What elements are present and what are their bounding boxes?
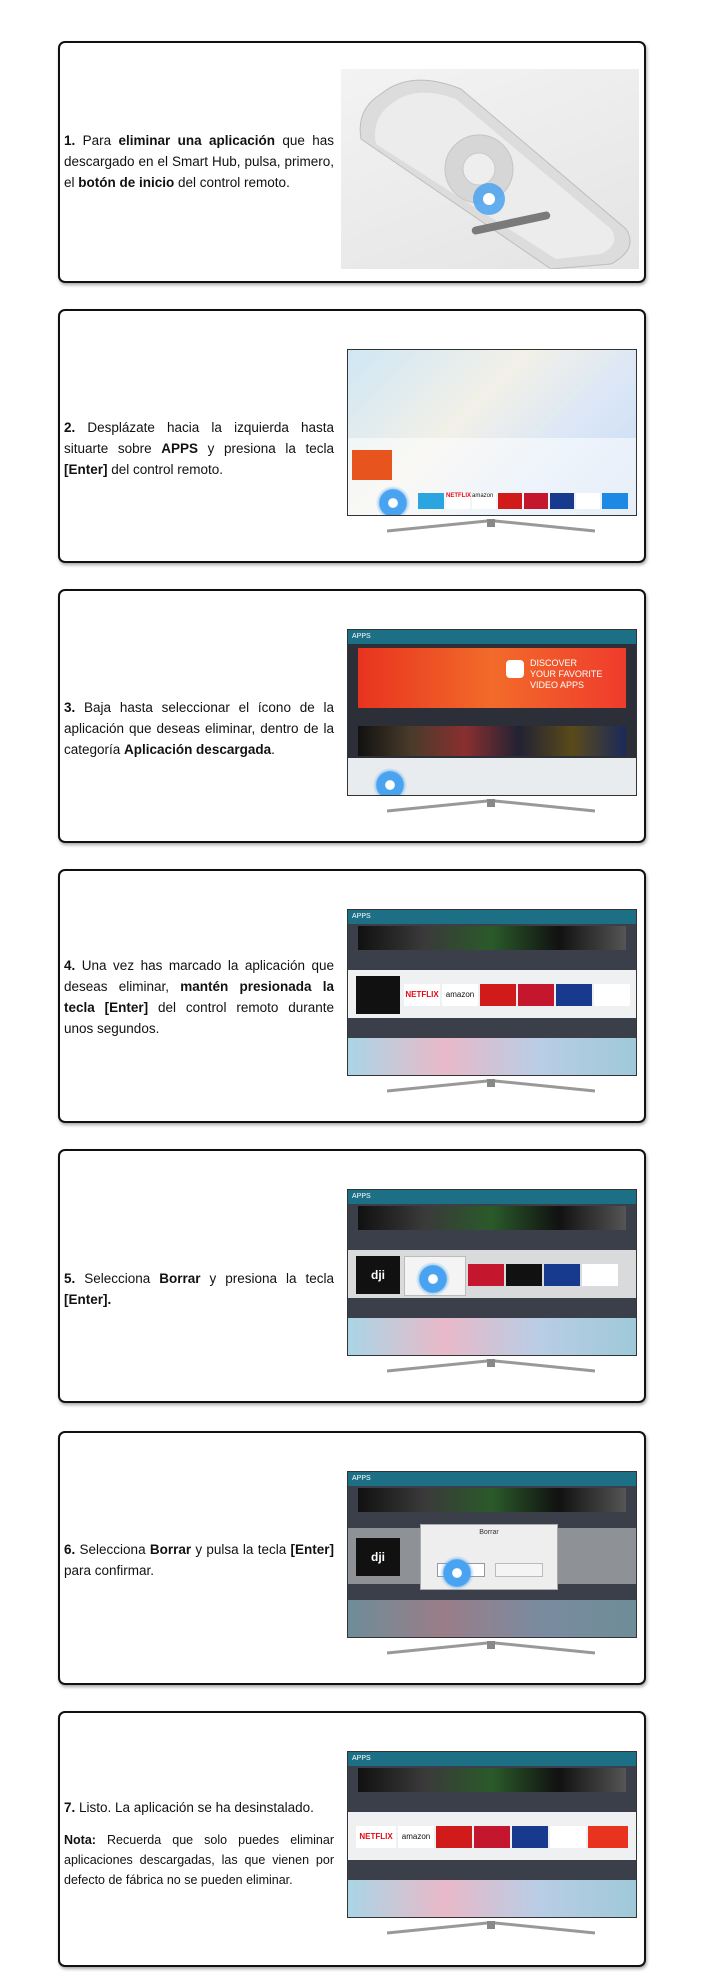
tv-stand: [387, 1641, 595, 1655]
tv-stand: [387, 519, 595, 533]
step-emphasis: [Enter].: [64, 1292, 112, 1307]
step-emphasis: eliminar una aplicación: [118, 133, 275, 148]
tv-screenshot-6: [347, 1471, 637, 1656]
step-card-1: [58, 41, 646, 283]
amazon-tile: amazon: [398, 1826, 434, 1848]
step-emphasis: APPS: [161, 441, 199, 456]
tv-screenshot-4: [347, 909, 637, 1094]
banner-line-2: YOUR FAVORITE: [530, 669, 603, 679]
apps-header: APPS: [348, 910, 637, 924]
tv-stand: [387, 1079, 595, 1093]
step-text-7: [64, 1797, 334, 1890]
step-text-1: [64, 130, 334, 193]
step-text-2: [64, 417, 334, 480]
note-text: Recuerda que solo puedes eliminar aplicaciones descargadas, las que vienen por defecto de fábrica no se pueden eliminar.: [64, 1833, 334, 1887]
remote-photo: [341, 69, 639, 269]
banner-line-1: DISCOVER: [530, 658, 578, 668]
step-card-2: [58, 309, 646, 563]
step-number: 3.: [64, 700, 76, 715]
note-paragraph: [64, 1830, 334, 1890]
tv-stand: [387, 1359, 595, 1373]
step-emphasis: [Enter]: [290, 1542, 334, 1557]
step-emphasis: Borrar: [149, 1542, 192, 1557]
step-card-4: [58, 869, 646, 1123]
step-text-6: [64, 1539, 334, 1581]
step-text-run: del control remoto durante unos segundos.: [64, 1000, 334, 1036]
step-number: 1.: [64, 133, 76, 148]
step-text-run: para confirmar.: [64, 1563, 155, 1578]
step-emphasis: Borrar: [159, 1271, 201, 1286]
step-text-4: [64, 955, 334, 1039]
step-card-3: [58, 589, 646, 843]
step-card-5: [58, 1149, 646, 1403]
dji-tile: dji: [356, 1256, 400, 1294]
dialog-title: Borrar: [479, 1529, 499, 1536]
step-text-5: [64, 1268, 334, 1310]
tap-indicator: [440, 1556, 474, 1590]
step-text-run: Baja hasta seleccionar el ícono de la aplicación que deseas eliminar, dentro de la categoría: [64, 700, 334, 757]
step-number: 2.: [64, 420, 76, 435]
tv-screenshot-7: [347, 1751, 637, 1936]
step-text-run: Desplázate hacia la izquierda hasta situarte sobre: [64, 420, 334, 456]
step-text-run: Listo. La aplicación se ha desinstalado.: [75, 1800, 314, 1815]
netflix-tile: NETFLIX: [356, 1826, 396, 1848]
step-7-line: [64, 1797, 334, 1818]
step-text-run: y presiona la tecla: [200, 1271, 334, 1286]
amazon-tile: amazon: [442, 984, 478, 1006]
step-text-run: Una vez has marcado la aplicación que deseas eliminar,: [64, 958, 334, 994]
step-text-run: que has descargado en el Smart Hub, pulsa, primero, el: [64, 133, 334, 190]
step-text-run: Selecciona: [75, 1271, 160, 1286]
step-emphasis: [Enter]: [64, 462, 108, 477]
step-text-run: del control remoto.: [107, 462, 224, 477]
step-number: 5.: [64, 1271, 76, 1286]
tv-screenshot-5: [347, 1189, 637, 1374]
step-text-run: y pulsa la tecla: [191, 1542, 291, 1557]
tap-indicator: [376, 486, 410, 516]
step-number: 4.: [64, 958, 76, 973]
note-label: Nota:: [64, 1833, 96, 1847]
step-text-run: y presiona la tecla: [198, 441, 335, 456]
tv-stand: [387, 1921, 595, 1935]
tv-screenshot-3: [347, 629, 637, 814]
step-text-3: [64, 697, 334, 760]
apps-header: APPS: [348, 1472, 637, 1486]
remote-illustration: [341, 69, 639, 269]
banner-line-3: VIDEO APPS: [530, 680, 585, 690]
step-emphasis: mantén presionada la tecla [Enter]: [64, 979, 334, 1015]
dji-tile: dji: [356, 1538, 400, 1576]
netflix-tile: NETFLIX: [446, 493, 470, 509]
tap-indicator: [373, 768, 407, 796]
amazon-tile: amazon: [472, 493, 496, 509]
tap-indicator: [416, 1262, 450, 1296]
tv-stand: [387, 799, 595, 813]
step-number: 6.: [64, 1542, 76, 1557]
tv-screenshot-2: [347, 349, 637, 534]
apps-header: APPS: [348, 630, 637, 644]
apps-header: APPS: [348, 1190, 637, 1204]
step-card-6: [58, 1431, 646, 1685]
step-card-7: [58, 1711, 646, 1967]
step-emphasis: Aplicación descargada: [124, 742, 272, 757]
step-text-run: del control remoto.: [174, 175, 290, 190]
netflix-tile: NETFLIX: [404, 984, 440, 1006]
step-text-run: .: [271, 742, 275, 757]
apps-header: APPS: [348, 1752, 637, 1766]
step-number: 7.: [64, 1800, 76, 1815]
step-text-run: Selecciona: [75, 1542, 150, 1557]
step-emphasis: botón de inicio: [78, 175, 175, 190]
step-text-run: Para: [75, 133, 119, 148]
